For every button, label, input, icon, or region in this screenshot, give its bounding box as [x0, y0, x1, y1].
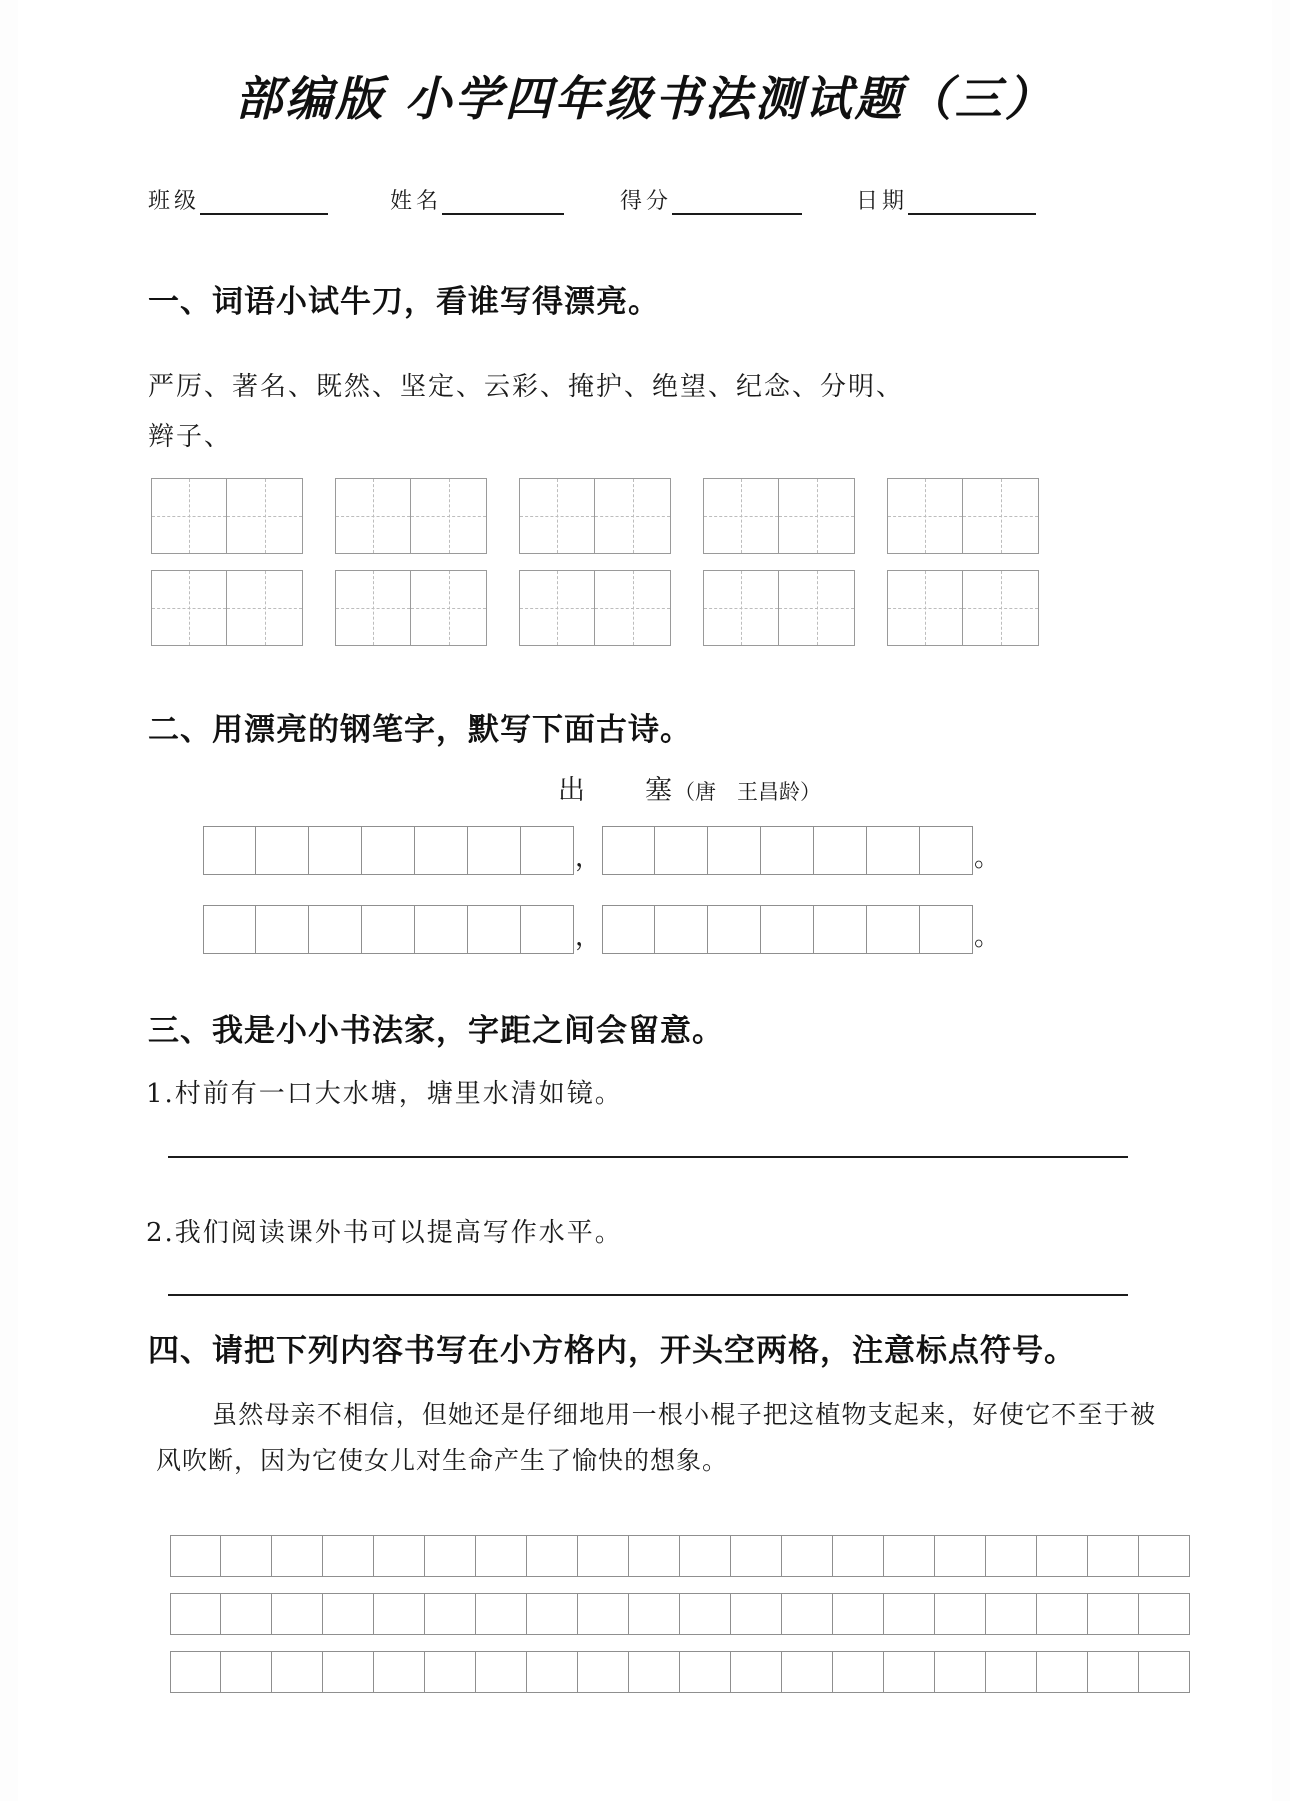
field-date-label: 日期 — [856, 189, 909, 214]
composition-grid-cell[interactable] — [425, 1651, 476, 1693]
word-grid-cell[interactable] — [335, 570, 411, 646]
field-name — [390, 184, 564, 215]
section-3-item-1: 1.村前有一口大水塘，塘里水清如镜。 — [146, 1079, 623, 1109]
composition-grid-cell[interactable] — [425, 1593, 476, 1635]
composition-grid-cell[interactable] — [884, 1535, 935, 1577]
word-grid-group — [335, 478, 487, 554]
section-1-words-line-1: 严厉、著名、既然、坚定、云彩、掩护、绝望、纪念、分明、 — [148, 372, 905, 402]
section-1-words-line-2: 辫子、 — [148, 422, 233, 452]
composition-grid-cell[interactable] — [323, 1593, 374, 1635]
poem-title — [558, 768, 821, 807]
poem-grid-cell[interactable] — [521, 905, 574, 954]
composition-grid-cell[interactable] — [221, 1593, 272, 1635]
composition-grid-cell[interactable] — [272, 1651, 323, 1693]
composition-grid-cell[interactable] — [986, 1593, 1037, 1635]
composition-grid-cell[interactable] — [374, 1535, 425, 1577]
composition-grid-cell[interactable] — [884, 1593, 935, 1635]
writing-rule-line-2[interactable] — [168, 1294, 1128, 1296]
field-class-blank[interactable] — [200, 193, 328, 215]
composition-grid-cell[interactable] — [731, 1535, 782, 1577]
poem-grid-block-right — [602, 826, 973, 875]
composition-grid-cell[interactable] — [323, 1535, 374, 1577]
poem-grid-cell[interactable] — [362, 905, 415, 954]
poem-grid-cell[interactable] — [867, 826, 920, 875]
composition-grid-cell[interactable] — [374, 1651, 425, 1693]
poem-grid-cell[interactable] — [415, 905, 468, 954]
poem-grid-cell[interactable] — [708, 905, 761, 954]
composition-grid-row-2 — [170, 1593, 1190, 1635]
poem-title-main: 出 塞 — [558, 775, 674, 806]
composition-grid-cell[interactable] — [527, 1651, 578, 1693]
word-grid-group — [519, 478, 671, 554]
poem-grid-cell[interactable] — [468, 905, 521, 954]
poem-period: 。 — [973, 922, 1000, 952]
poem-grid-cell[interactable] — [602, 826, 655, 875]
composition-grid-cell[interactable] — [323, 1651, 374, 1693]
composition-grid-cell[interactable] — [1088, 1651, 1139, 1693]
composition-grid-cell[interactable] — [680, 1593, 731, 1635]
word-grid-group — [519, 570, 671, 646]
word-grid-group — [703, 570, 855, 646]
word-grid-cell[interactable] — [779, 478, 855, 554]
composition-grid-cell[interactable] — [476, 1651, 527, 1693]
composition-grid-cell[interactable] — [629, 1535, 680, 1577]
poem-grid-cell[interactable] — [920, 905, 973, 954]
writing-rule-line-1[interactable] — [168, 1156, 1128, 1158]
composition-grid-cell[interactable] — [578, 1535, 629, 1577]
poem-comma: ， — [574, 922, 601, 952]
section-3-heading: 三、我是小小书法家，字距之间会留意。 — [148, 1013, 724, 1048]
composition-grid-cell[interactable] — [578, 1593, 629, 1635]
composition-grid-cell[interactable] — [272, 1535, 323, 1577]
poem-grid-cell[interactable] — [309, 826, 362, 875]
composition-grid-cell[interactable] — [629, 1593, 680, 1635]
poem-grid-cell[interactable] — [761, 826, 814, 875]
composition-grid-cell[interactable] — [1139, 1535, 1190, 1577]
field-class — [148, 184, 328, 215]
word-grid-group — [335, 570, 487, 646]
poem-grid-cell[interactable] — [256, 905, 309, 954]
composition-grid-cell[interactable] — [731, 1593, 782, 1635]
word-grid-cell[interactable] — [595, 570, 671, 646]
word-grid-cell[interactable] — [151, 570, 227, 646]
poem-grid-cell[interactable] — [521, 826, 574, 875]
composition-grid-cell[interactable] — [935, 1593, 986, 1635]
composition-grid-cell[interactable] — [221, 1535, 272, 1577]
section-2-heading: 二、用漂亮的钢笔字，默写下面古诗。 — [148, 712, 692, 747]
composition-grid-cell[interactable] — [833, 1593, 884, 1635]
poem-title-author: （唐 王昌龄） — [674, 780, 821, 804]
composition-grid-cell[interactable] — [1088, 1535, 1139, 1577]
poem-grid-cell[interactable] — [602, 905, 655, 954]
field-class-label: 班级 — [148, 189, 201, 214]
word-grid-cell[interactable] — [595, 478, 671, 554]
composition-grid-cell[interactable] — [1139, 1593, 1190, 1635]
composition-grid-cell[interactable] — [935, 1535, 986, 1577]
word-grid-cell[interactable] — [779, 570, 855, 646]
composition-grid-cell[interactable] — [986, 1651, 1037, 1693]
poem-grid-block-left — [203, 826, 574, 875]
composition-grid-cell[interactable] — [1037, 1535, 1088, 1577]
word-grid-cell[interactable] — [963, 478, 1039, 554]
composition-grid-cell[interactable] — [221, 1651, 272, 1693]
word-grid-cell[interactable] — [519, 570, 595, 646]
field-score — [620, 184, 802, 215]
poem-grid-cell[interactable] — [814, 826, 867, 875]
composition-grid-cell[interactable] — [170, 1593, 221, 1635]
composition-grid-cell[interactable] — [374, 1593, 425, 1635]
poem-grid-cell[interactable] — [256, 826, 309, 875]
word-grid-group — [703, 478, 855, 554]
word-grid-cell[interactable] — [411, 570, 487, 646]
poem-grid-cell[interactable] — [920, 826, 973, 875]
paper-sheet — [18, 0, 1272, 1801]
poem-grid-cell[interactable] — [203, 905, 256, 954]
poem-grid-block-left — [203, 905, 574, 954]
poem-grid-cell[interactable] — [814, 905, 867, 954]
poem-grid-cell[interactable] — [761, 905, 814, 954]
field-name-label: 姓名 — [390, 189, 443, 214]
poem-comma: ， — [574, 843, 601, 873]
composition-grid-cell[interactable] — [782, 1593, 833, 1635]
field-score-blank[interactable] — [672, 193, 802, 215]
word-grid-cell[interactable] — [963, 570, 1039, 646]
poem-grid-cell[interactable] — [655, 905, 708, 954]
composition-grid-cell[interactable] — [782, 1651, 833, 1693]
word-grid-group — [151, 478, 303, 554]
section-4-passage: 虽然母亲不相信，但她还是仔细地用一根小棍子把这植物支起来，好使它不至于被风吹断，因为它使女儿对生命产生了愉快的想象。 — [156, 1400, 1156, 1475]
poem-grid-cell[interactable] — [203, 826, 256, 875]
composition-grid-cell[interactable] — [680, 1535, 731, 1577]
poem-grid-cell[interactable] — [362, 826, 415, 875]
composition-grid-cell[interactable] — [833, 1651, 884, 1693]
composition-grid-cell[interactable] — [476, 1535, 527, 1577]
word-grid-cell[interactable] — [703, 478, 779, 554]
section-4-heading: 四、请把下列内容书写在小方格内，开头空两格，注意标点符号。 — [148, 1333, 1076, 1368]
student-info-row — [148, 175, 1148, 215]
composition-grid-cell[interactable] — [1139, 1651, 1190, 1693]
composition-grid-cell[interactable] — [578, 1651, 629, 1693]
section-3-item-2: 2.我们阅读课外书可以提高写作水平。 — [146, 1218, 623, 1248]
composition-grid-cell[interactable] — [884, 1651, 935, 1693]
composition-grid-cell[interactable] — [1037, 1651, 1088, 1693]
poem-grid-cell[interactable] — [708, 826, 761, 875]
composition-grid-cell[interactable] — [1088, 1593, 1139, 1635]
composition-grid-cell[interactable] — [782, 1535, 833, 1577]
composition-grid-cell[interactable] — [1037, 1593, 1088, 1635]
composition-grid-row-3 — [170, 1651, 1190, 1693]
composition-grid-cell[interactable] — [833, 1535, 884, 1577]
poem-grid-cell[interactable] — [655, 826, 708, 875]
composition-grid-cell[interactable] — [527, 1535, 578, 1577]
poem-grid-block-right — [602, 905, 973, 954]
poem-grid-cell[interactable] — [415, 826, 468, 875]
field-date-blank[interactable] — [908, 193, 1036, 215]
word-grid-cell[interactable] — [227, 570, 303, 646]
poem-period: 。 — [973, 843, 1000, 873]
word-grid-cell[interactable] — [335, 478, 411, 554]
word-grid-cell[interactable] — [411, 478, 487, 554]
composition-grid-row-1 — [170, 1535, 1190, 1577]
word-grid-cell[interactable] — [519, 478, 595, 554]
word-grid-cell[interactable] — [151, 478, 227, 554]
word-grid-cell[interactable] — [703, 570, 779, 646]
poem-grid-cell[interactable] — [867, 905, 920, 954]
field-score-label: 得分 — [620, 189, 673, 214]
field-name-blank[interactable] — [442, 193, 564, 215]
word-grid-group — [887, 570, 1039, 646]
composition-grid-cell[interactable] — [986, 1535, 1037, 1577]
composition-grid-cell[interactable] — [170, 1651, 221, 1693]
section-1-heading: 一、词语小试牛刀，看谁写得漂亮。 — [148, 284, 660, 319]
word-grid-cell[interactable] — [887, 570, 963, 646]
word-grid-row-1 — [151, 478, 1039, 554]
composition-grid-cell[interactable] — [629, 1651, 680, 1693]
composition-grid-cell[interactable] — [935, 1651, 986, 1693]
poem-grid-cell[interactable] — [309, 905, 362, 954]
composition-grid-cell[interactable] — [731, 1651, 782, 1693]
composition-grid-cell[interactable] — [170, 1535, 221, 1577]
field-date — [856, 184, 1036, 215]
composition-grid-cell[interactable] — [272, 1593, 323, 1635]
composition-grid-cell[interactable] — [527, 1593, 578, 1635]
word-grid-group — [151, 570, 303, 646]
word-grid-row-2 — [151, 570, 1039, 646]
word-grid-group — [887, 478, 1039, 554]
page-title: 部编版 小学四年级书法测试题（三） — [235, 72, 1055, 127]
composition-grid-cell[interactable] — [476, 1593, 527, 1635]
word-grid-cell[interactable] — [887, 478, 963, 554]
composition-grid-cell[interactable] — [680, 1651, 731, 1693]
poem-grid-cell[interactable] — [468, 826, 521, 875]
composition-grid-cell[interactable] — [425, 1535, 476, 1577]
word-grid-cell[interactable] — [227, 478, 303, 554]
poem-answer-row-2 — [203, 905, 1001, 954]
poem-answer-row-1 — [203, 826, 1001, 875]
